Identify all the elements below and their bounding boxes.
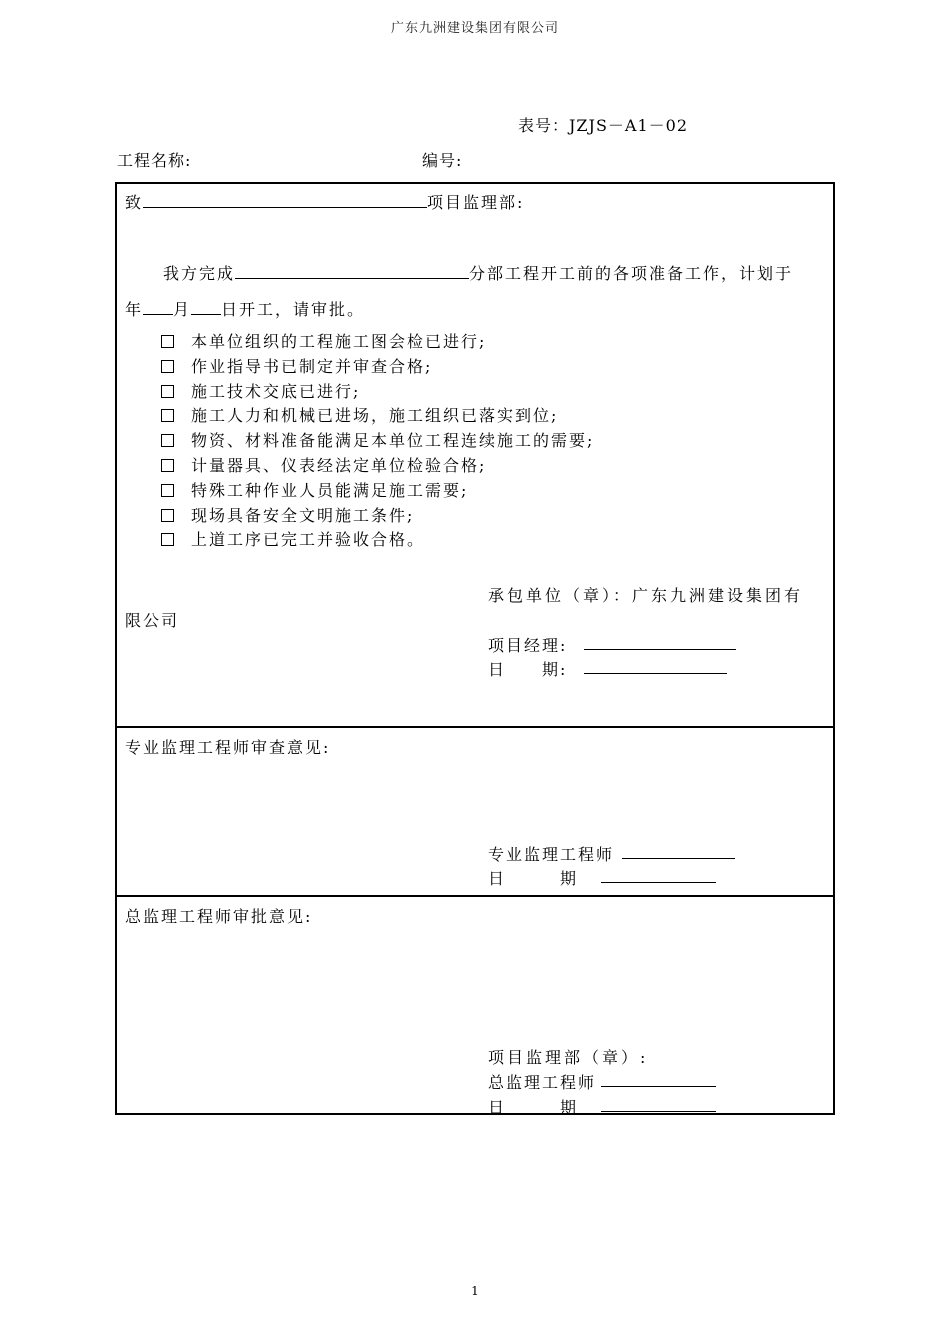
checklist [161,331,594,554]
request-text: 日开工，请审批。 [221,300,366,319]
contractor-date-label: 日 期: [488,660,568,679]
engineer-label: 专业监理工程师 [488,845,615,864]
to-suffix: 项目监理部: [427,193,525,212]
checkbox[interactable] [161,409,174,422]
checkbox[interactable] [161,459,174,472]
checklist-item [161,529,594,554]
day-blank[interactable] [191,300,221,315]
checkbox[interactable] [161,360,174,373]
contractor-line-2: 限公司 [125,611,180,630]
to-blank[interactable] [143,193,427,208]
year-label: 年 [125,300,144,319]
checklist-item [161,430,594,455]
body-suffix: 分部工程开工前的各项准备工作，计划于 [469,264,794,283]
checklist-item-label: 施工人力和机械已进场，施工组织已落实到位; [191,406,559,426]
contractor-line-1: 承包单位（章）：广东九洲建设集团有 [488,586,804,605]
checkbox[interactable] [161,509,174,522]
checklist-item [161,480,594,505]
checkbox[interactable] [161,533,174,546]
body-line-1 [163,261,793,284]
checklist-item [161,356,594,381]
supervision-dept-label: 项目监理部（章）: [488,1048,649,1067]
checkbox[interactable] [161,484,174,497]
project-name-label: 工程名称: [117,151,192,170]
manager-label: 项目经理: [488,636,568,655]
month-blank[interactable] [143,300,173,315]
engineer-date-line[interactable] [601,882,716,883]
to-prefix: 致 [125,193,144,212]
chief-approval-title: 总监理工程师审批意见: [125,907,313,926]
checklist-item-label: 作业指导书已制定并审查合格; [191,356,433,376]
checklist-item [161,331,594,356]
chief-signature-line[interactable] [601,1086,716,1087]
chief-date-label: 日 期 [488,1098,579,1117]
checklist-item [161,505,594,530]
checklist-item-label: 上道工序已完工并验收合格。 [191,530,426,550]
body-line-2 [125,297,365,320]
checklist-item [161,455,594,480]
checkbox[interactable] [161,335,174,348]
serial-number-label: 编号: [422,151,463,170]
checklist-item-label: 计量器具、仪表经法定单位检验合格; [191,455,487,475]
checklist-item [161,381,594,406]
checklist-item-label: 现场具备安全文明施工条件; [191,505,415,525]
engineer-signature-line[interactable] [622,858,735,859]
form-number: 表号：JZJS－A1－02 [518,116,689,135]
checklist-item-label: 施工技术交底已进行; [191,381,361,401]
contractor-date-line[interactable] [584,673,727,674]
engineer-review-title: 专业监理工程师审查意见: [125,738,331,757]
to-line [125,190,524,213]
checklist-item [161,405,594,430]
month-label: 月 [173,300,192,319]
work-name-blank[interactable] [235,264,469,279]
checkbox[interactable] [161,385,174,398]
body-prefix: 我方完成 [163,264,236,283]
checklist-item-label: 本单位组织的工程施工图会检已进行; [191,332,487,351]
checklist-item-label: 特殊工种作业人员能满足施工需要; [191,480,469,500]
chief-date-line[interactable] [601,1111,716,1112]
engineer-date-label: 日 期 [488,869,579,888]
company-header: 广东九洲建设集团有限公司 [390,21,559,36]
chief-engineer-label: 总监理工程师 [488,1073,597,1092]
manager-signature-line[interactable] [584,649,736,650]
section-divider [115,895,835,897]
checkbox[interactable] [161,434,174,447]
checklist-item-label: 物资、材料准备能满足本单位工程连续施工的需要; [191,431,595,451]
section-divider [115,726,835,728]
page-number: 1 [471,1284,479,1298]
